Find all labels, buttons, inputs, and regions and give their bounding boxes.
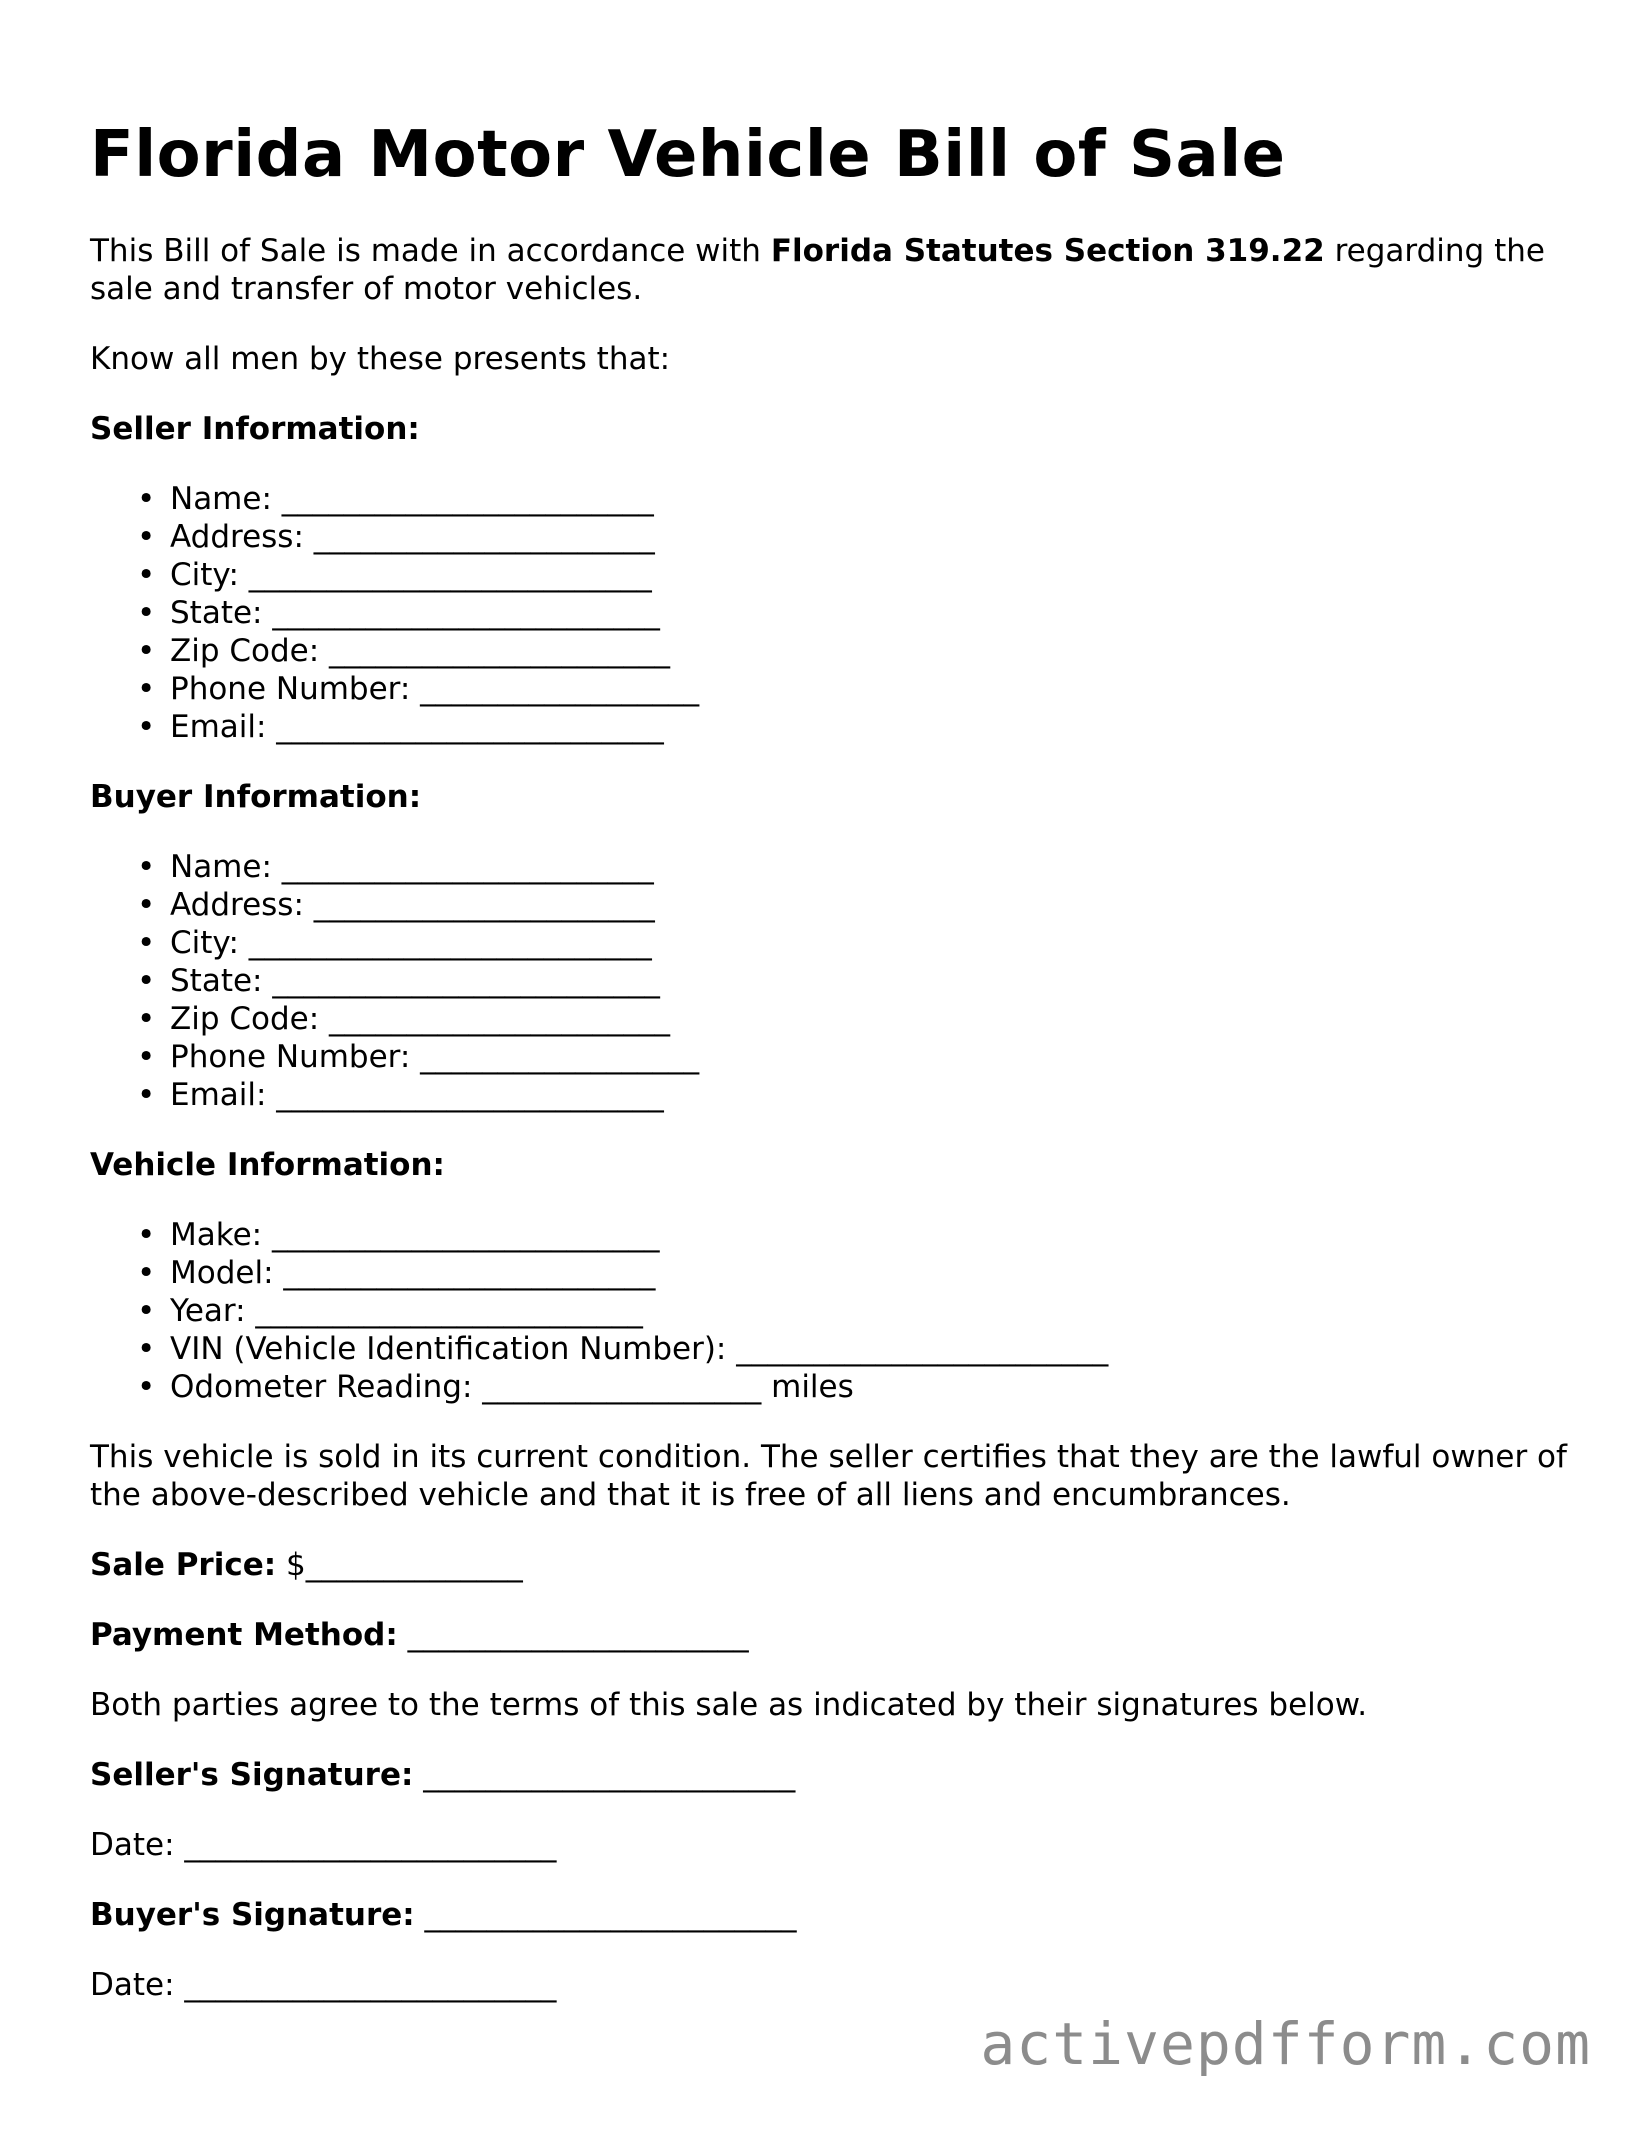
buyer-heading: Buyer Information: [90,779,422,815]
sale-price-line [90,1546,1570,1584]
condition-statement: This vehicle is sold in its current condition. The seller certifies that they are the lawful owner of the above-described vehicle and that it is free of all liens and encumbrances. [90,1439,1567,1513]
seller-email-field: • Email: _________________________ [170,708,1570,746]
buyer-state-field: • State: _________________________ [170,962,1570,1000]
buyer-signature-line [90,1896,1570,1934]
buyer-name-field: • Name: ________________________ [170,848,1570,886]
vehicle-vin-field: • VIN (Vehicle Identification Number): ________________________ [170,1330,1570,1368]
payment-method-label: Payment Method: [90,1617,398,1653]
payment-method-blank: ______________________ [397,1617,749,1653]
site-watermark: activepdfform.com [980,2010,1591,2078]
buyer-signature-blank: ________________________ [414,1897,797,1933]
seller-address-field: • Address: ______________________ [170,518,1570,556]
seller-name-field: • Name: ________________________ [170,480,1570,518]
buyer-phone-field: • Phone Number: __________________ [170,1038,1570,1076]
vehicle-heading: Vehicle Information: [90,1147,445,1183]
buyer-signature-label: Buyer's Signature: [90,1897,415,1933]
intro-paragraph [90,232,1570,308]
sale-price-label: Sale Price: [90,1547,277,1583]
statute-reference: Florida Statutes Section 319.22 [770,233,1325,269]
document-title: Florida Motor Vehicle Bill of Sale [90,118,1286,192]
buyer-date-line: Date: ________________________ [90,1967,557,2003]
buyer-fields-list [90,848,1570,1114]
buyer-city-field: • City: __________________________ [170,924,1570,962]
agreement-statement: Both parties agree to the terms of this sale as indicated by their signatures below. [90,1687,1368,1723]
seller-signature-blank: ________________________ [413,1757,796,1793]
vehicle-odometer-field: • Odometer Reading: __________________ miles [170,1368,1570,1406]
seller-phone-field: • Phone Number: __________________ [170,670,1570,708]
seller-date-line: Date: ________________________ [90,1827,557,1863]
seller-city-field: • City: __________________________ [170,556,1570,594]
sale-price-blank: $______________ [276,1547,523,1583]
seller-signature-line [90,1756,1570,1794]
know-all-statement: Know all men by these presents that: [90,341,671,377]
seller-signature-label: Seller's Signature: [90,1757,414,1793]
vehicle-fields-list [90,1216,1570,1406]
buyer-zip-field: • Zip Code: ______________________ [170,1000,1570,1038]
intro-text-start: This Bill of Sale is made in accordance with [90,233,771,269]
buyer-address-field: • Address: ______________________ [170,886,1570,924]
payment-method-line [90,1616,1570,1654]
vehicle-make-field: • Make: _________________________ [170,1216,1570,1254]
seller-heading: Seller Information: [90,411,420,447]
vehicle-year-field: • Year: _________________________ [170,1292,1570,1330]
intro-text-end: regarding the sale and transfer of motor vehicles. [90,233,1545,307]
seller-state-field: • State: _________________________ [170,594,1570,632]
seller-fields-list [90,480,1570,746]
document-page [90,110,1570,2036]
buyer-email-field: • Email: _________________________ [170,1076,1570,1114]
vehicle-model-field: • Model: ________________________ [170,1254,1570,1292]
seller-zip-field: • Zip Code: ______________________ [170,632,1570,670]
